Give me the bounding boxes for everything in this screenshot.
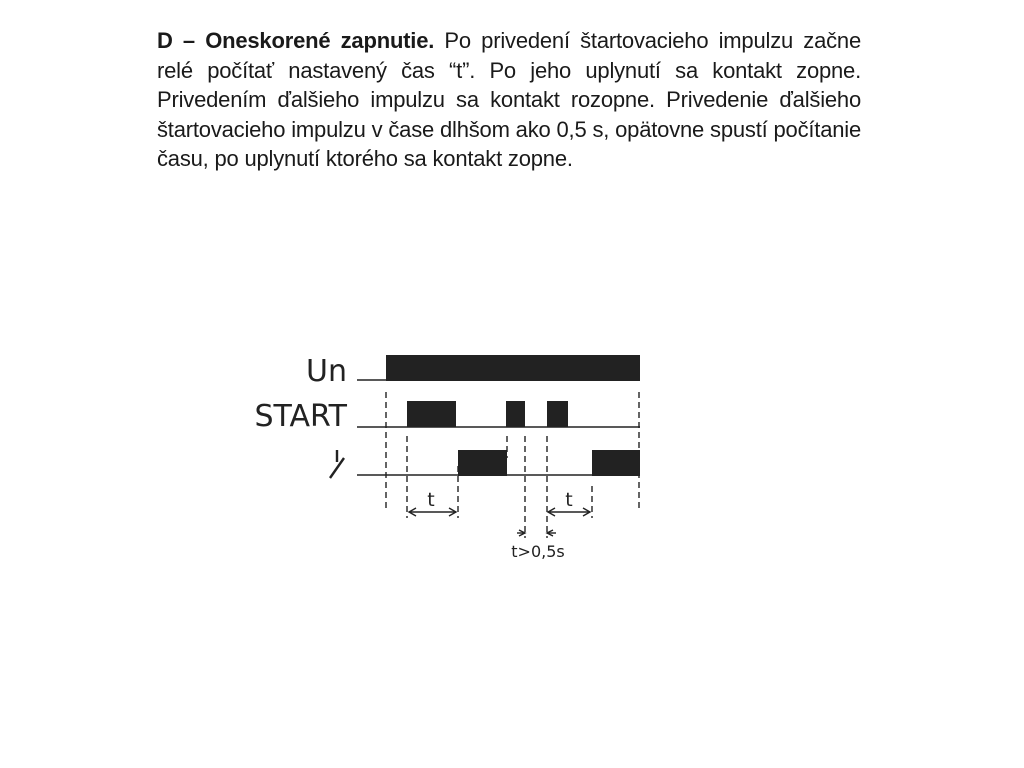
signal-start — [357, 401, 640, 427]
delay-label-2: t — [565, 489, 573, 511]
reset-interval-label: t>0,5s — [511, 542, 565, 561]
row-label-start: START — [254, 399, 347, 434]
delay-marker-2 — [548, 489, 590, 516]
function-text: Po privedení štartovacieho impulzu začne relé počítať nastavený čas “t”. Po jeho uplynutí sa kontakt zopne. Privedením ďalšieho impulzu sa kontakt rozopne. Privedenie ďalšieho štartovacieho impulzu v čase dlhšom ako 0,5 s, opätovne spustí počítanie času, po uplynutí ktorého sa kontakt zopne. — [157, 28, 861, 171]
row-label-un: Un — [306, 354, 347, 389]
reset-interval-marker — [511, 530, 564, 561]
function-title: D – Oneskorené zapnutie. — [157, 28, 435, 53]
signal-contact — [357, 450, 640, 476]
relay-contact-icon — [330, 450, 344, 478]
contact-on-2 — [592, 450, 640, 476]
start-pulse-1 — [407, 401, 456, 427]
start-pulse-2 — [506, 401, 525, 427]
delay-marker-1 — [409, 489, 456, 516]
delay-label-1: t — [427, 489, 435, 511]
start-pulse-3 — [547, 401, 568, 427]
signal-un — [357, 355, 640, 381]
contact-on-1 — [458, 450, 507, 476]
